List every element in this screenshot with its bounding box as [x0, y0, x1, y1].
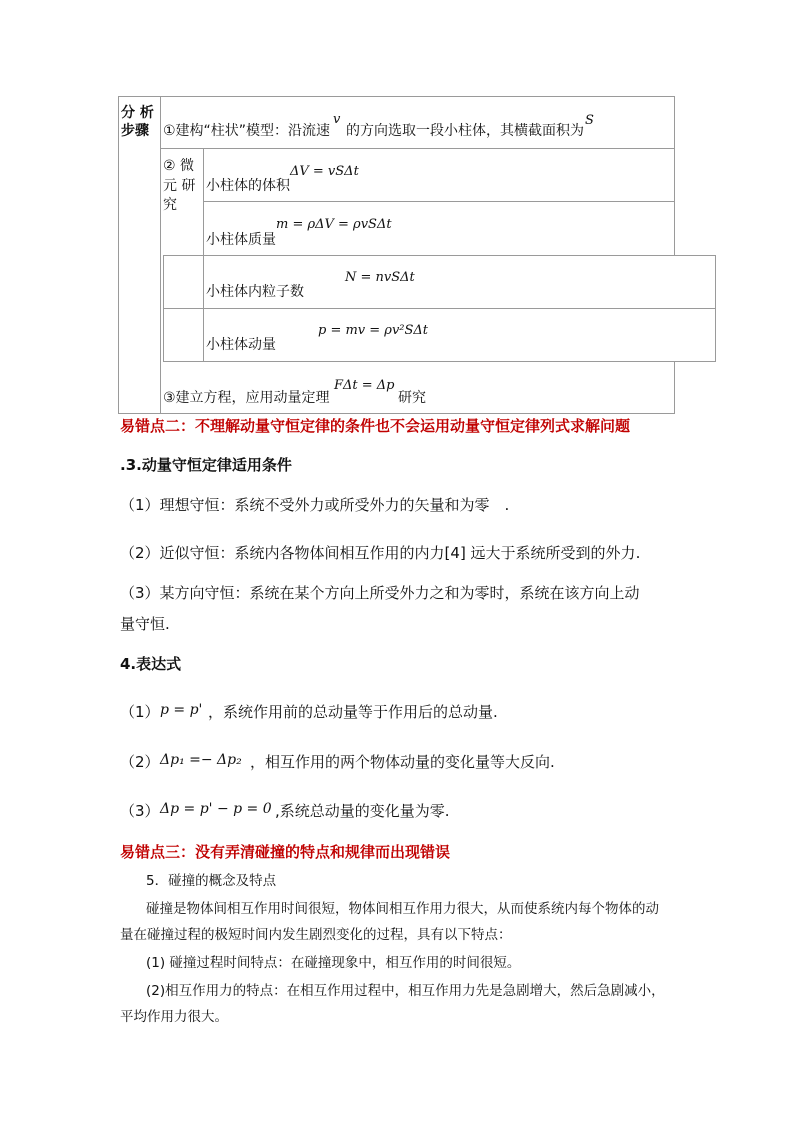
expr1-text: ，系统作用前的总动量等于作用后的总动量.	[208, 703, 498, 721]
expr1-prefix: （1）	[120, 703, 160, 721]
count-formula: N = nvSΔt	[345, 270, 415, 285]
expr2-formula: Δp₁ =− Δp₂	[160, 752, 242, 768]
row2-label-line2: 元 研	[163, 178, 196, 194]
collision-para-line2: 量在碰撞过程的极短时间内发生剧烈变化的过程，具有以下特点：	[120, 927, 512, 943]
volume-formula: ΔV = vSΔt	[290, 164, 359, 179]
mass-label: 小柱体质量	[206, 232, 276, 248]
collision-point-1: (1) 碰撞过程时间特点：在碰撞现象中，相互作用的时间很短。	[146, 955, 521, 971]
row3-formula: FΔt = Δp	[334, 378, 395, 393]
table-label-line1: 分 析	[121, 105, 154, 121]
expr3-formula: Δp = p' − p = 0	[160, 801, 272, 817]
mass-formula: m = ρΔV = ρvSΔt	[276, 217, 392, 232]
collision-point-2-line1: (2)相互作用力的特点：在相互作用过程中，相互作用力先是急剧增大，然后急剧减小，	[146, 983, 665, 999]
momentum-formula: p = mv = ρv²SΔt	[318, 323, 429, 338]
row1-v-symbol: v	[333, 112, 341, 127]
expr1-formula: p = p'	[160, 702, 203, 718]
subheading-collision: 5．碰撞的概念及特点	[146, 873, 277, 889]
row2-label-line1: ② 微	[163, 158, 195, 174]
expr2-prefix: （2）	[120, 753, 160, 771]
condition-item-2: （2）近似守恒：系统内各物体间相互作用的内力[4] 远大于系统所受到的外力.	[120, 544, 641, 562]
condition-item-3-line1: （3）某方向守恒：系统在某个方向上所受外力之和为零时，系统在该方向上动	[120, 584, 640, 602]
row1-text: ①建构“柱状”模型：沿流速	[163, 123, 331, 139]
error-point-2-heading: 易错点二：不理解动量守恒定律的条件也不会运用动量守恒定律列式求解问题	[120, 417, 631, 435]
row1-S-symbol: S	[585, 113, 594, 128]
momentum-label: 小柱体动量	[206, 337, 276, 353]
subheading-expressions: 4.表达式	[120, 655, 182, 673]
condition-item-3-line2: 量守恒.	[120, 615, 170, 633]
subheading-conditions: .3.动量守恒定律适用条件	[120, 456, 292, 474]
collision-para-line1: 碰撞是物体间相互作用时间很短，物体间相互作用力很大，从而使系统内每个物体的动	[146, 901, 659, 917]
collision-point-2-line2: 平均作用力很大。	[120, 1009, 228, 1025]
expr2-text: ，相互作用的两个物体动量的变化量等大反向.	[250, 753, 555, 771]
table-label-line2: 步骤	[121, 123, 149, 139]
condition-item-1: （1）理想守恒：系统不受外力或所受外力的矢量和为零 .	[120, 496, 510, 514]
error-point-3-heading: 易错点三：没有弄清碰撞的特点和规律而出现错误	[120, 843, 451, 861]
volume-label: 小柱体的体积	[206, 178, 290, 194]
expr3-text: ,系统总动量的变化量为零.	[275, 802, 450, 820]
row1-text2: 的方向选取一段小柱体，其横截面积为	[346, 123, 584, 139]
row3-text2: 研究	[398, 390, 426, 406]
expr3-prefix: （3）	[120, 802, 160, 820]
row2-label-line3: 究	[163, 197, 177, 213]
count-label: 小柱体内粒子数	[206, 284, 304, 300]
row3-text: ③建立方程，应用动量定理	[163, 390, 330, 406]
